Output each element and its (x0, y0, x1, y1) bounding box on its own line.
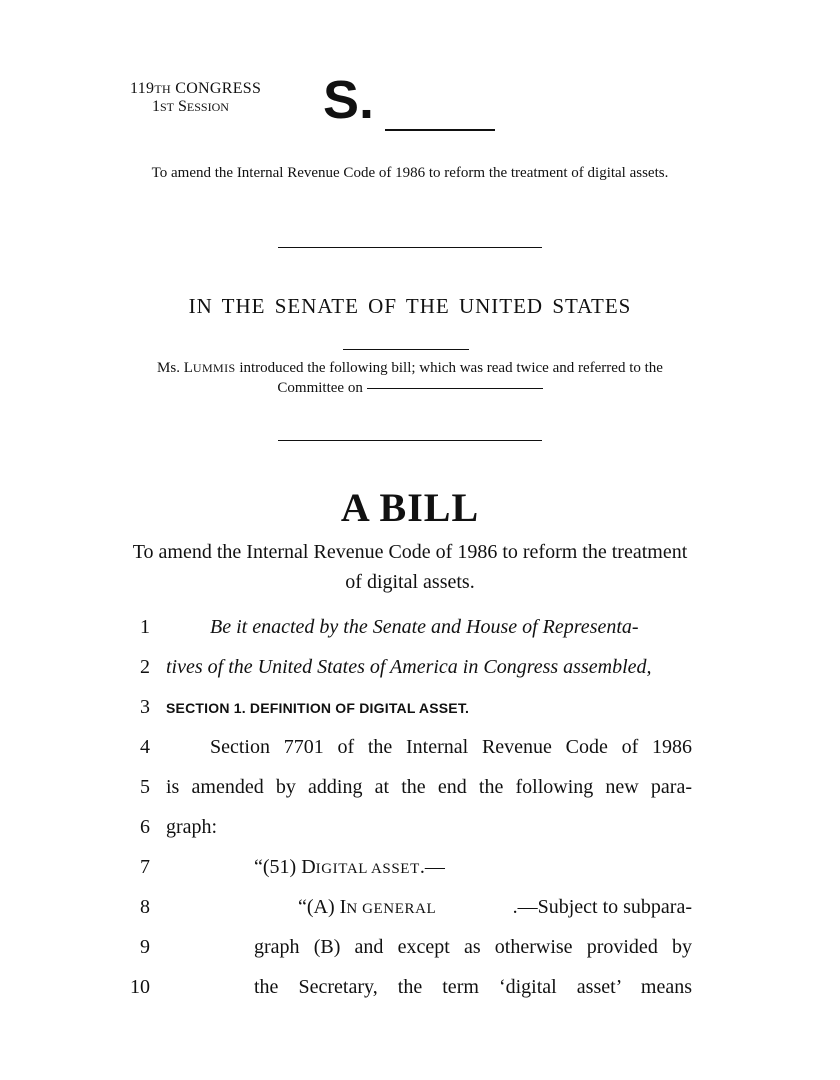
divider (278, 247, 542, 248)
bill-text: is amended by adding at the end the following new para- (166, 776, 692, 798)
divider (343, 349, 469, 350)
bill-line (0, 776, 840, 816)
subparagraph-heading: “(A) IN GENERAL .—Subject to subpara- (298, 896, 692, 918)
bill-text: Section 7701 of the Internal Revenue Code of 1986 (210, 736, 692, 758)
bill-line (0, 696, 840, 736)
bill-line (0, 736, 840, 776)
chamber-heading: IN THE SENATE OF THE UNITED STATES (188, 294, 632, 318)
enacting-clause: Be it enacted by the Senate and House of Representa- (210, 616, 639, 638)
bill-number-blank (385, 129, 495, 131)
bill-text: graph (B) and except as otherwise provided by (254, 936, 692, 958)
line-number: 2 (140, 656, 150, 678)
line-number: 3 (140, 696, 150, 718)
bill-line (0, 656, 840, 696)
section-heading: SECTION 1. DEFINITION OF DIGITAL ASSET. (166, 700, 470, 716)
bill-heading: A BILL (340, 485, 480, 530)
introduction-statement: Ms. LUMMIS introduced the following bill; which was read twice and referred to the Committee on (157, 360, 663, 396)
line-number: 4 (140, 736, 150, 758)
line-number: 9 (140, 936, 150, 958)
line-number: 6 (140, 816, 150, 838)
line-number: 1 (140, 616, 150, 638)
long-title: To amend the Internal Revenue Code of 1986 to reform the treatment of digital assets. (132, 541, 688, 593)
line-number: 10 (130, 976, 150, 998)
bill-line (0, 896, 840, 936)
line-number: 5 (140, 776, 150, 798)
bill-text: graph: (166, 816, 218, 838)
congress-session-header (130, 80, 261, 116)
bill-line (0, 816, 840, 856)
congress-label: 119TH CONGRESS (130, 80, 262, 97)
bill-line (0, 616, 840, 656)
enacting-clause: tives of the United States of America in Congress assembled, (166, 656, 652, 678)
divider (278, 440, 542, 441)
line-number: 7 (140, 856, 150, 878)
committee-blank (367, 388, 543, 389)
bill-text: the Secretary, the term ‘digital asset’ means (254, 976, 692, 998)
bill-summary: To amend the Internal Revenue Code of 1986 to reform the treatment of digital assets. (151, 165, 669, 181)
bill-line (0, 856, 840, 896)
bill-line (0, 936, 840, 976)
bill-prefix: S. (323, 70, 375, 130)
session-label: 1ST SESSION (152, 98, 229, 115)
bill-line (0, 976, 840, 1016)
paragraph-heading: “(51) DIGITAL ASSET.— (254, 856, 445, 878)
line-number: 8 (140, 896, 150, 918)
